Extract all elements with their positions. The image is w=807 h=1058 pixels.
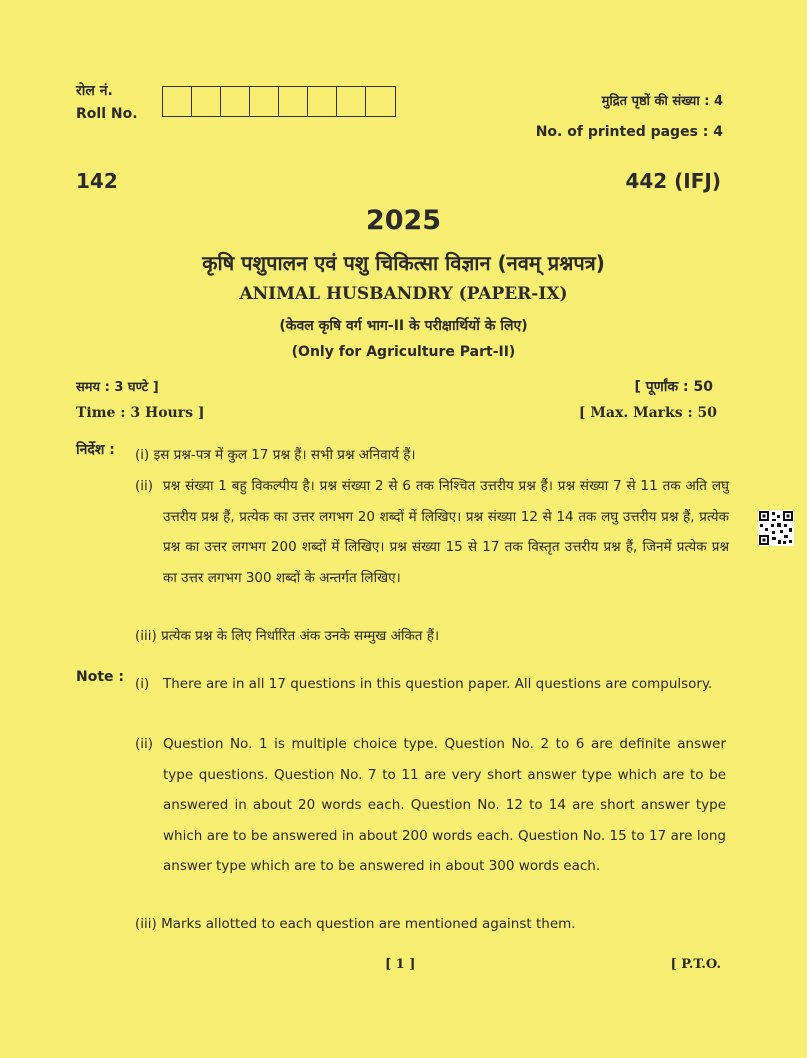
roll-digit-box[interactable] <box>163 87 192 116</box>
subject-title-hindi: कृषि पशुपालन एवं पशु चिकित्सा विज्ञान (नवम् प्रश्नपत्र) <box>202 251 605 275</box>
roll-number-label-hindi: रोल नं. <box>76 83 113 99</box>
instructions-label-hindi: निर्देश : <box>76 442 115 458</box>
roll-number-label: Roll No. <box>76 106 138 122</box>
max-marks: [ Max. Marks : 50 <box>578 405 717 421</box>
paper-code-right: 442 (IFJ) <box>625 169 721 193</box>
subtitle: (Only for Agriculture Part-II) <box>291 344 516 360</box>
subtitle-hindi: (केवल कृषि वर्ग भाग-II के परीक्षार्थियों के लिए) <box>279 318 528 334</box>
note-3: (iii) Marks allotted to each question are mentioned against them. <box>135 916 576 932</box>
time-hindi: समय : 3 घण्टे ] <box>76 380 159 395</box>
note-2-number: (ii) <box>135 736 154 752</box>
exam-year: 2025 <box>365 205 442 236</box>
roll-digit-box[interactable] <box>366 87 395 116</box>
instruction-hindi-2: प्रश्न संख्या 1 बहु विकल्पीय है। प्रश्न संख्या 2 से 6 तक निश्चित उत्तरीय प्रश्न हैं। प्रश्न संख्या 7 से 11 तक अति लघु उत्तरीय प्रश्न हैं, प्रत्येक का उत्तर लगभग 20 शब्दों में लिखिए। प्रश्न संख्या 12 से 14 तक लघु उत्तरीय प्रश्न हैं, प्रत्येक प्रश्न का उत्तर लगभग 200 शब्दों में लिखिए। प्रश्न संख्या 15 से 17 तक विस्तृत उत्तरीय प्रश्न हैं, जिनमें प्रत्येक प्रश्न का उत्तर लगभग 300 शब्दों के अन्तर्गत लिखिए। <box>163 478 729 586</box>
page-number: [ 1 ] <box>385 957 416 972</box>
printed-pages-hindi: मुद्रित पृष्ठों की संख्या : 4 <box>601 94 723 109</box>
roll-digit-box[interactable] <box>250 87 279 116</box>
printed-pages: No. of printed pages : 4 <box>535 124 723 140</box>
instruction-hindi-1: (i) इस प्रश्न-पत्र में कुल 17 प्रश्न हैं। सभी प्रश्न अनिवार्य हैं। <box>135 447 416 463</box>
note-1-number: (i) <box>135 676 150 692</box>
pto-label: [ P.T.O. <box>670 957 721 972</box>
roll-digit-box[interactable] <box>337 87 366 116</box>
note-2: Question No. 1 is multiple choice type. Question No. 2 to 6 are definite answer type questions. Question No. 7 to 11 are very short answer type which are to be answered in about 20 words each. Question No. 12 to 14 are short answer type which are to be answered in about 200 words each. Question No. 15 to 17 are long answer type which are to be answered in about 300 words each. <box>163 736 726 874</box>
instruction-hindi-3: (iii) प्रत्येक प्रश्न के लिए निर्धारित अंक उनके सम्मुख अंकित हैं। <box>135 628 440 644</box>
roll-digit-box[interactable] <box>221 87 250 116</box>
roll-digit-box[interactable] <box>308 87 337 116</box>
instruction-hindi-2-number: (ii) <box>135 478 154 494</box>
note-1: There are in all 17 questions in this question paper. All questions are compulsory. <box>163 676 713 692</box>
paper-code-left: 142 <box>76 169 118 193</box>
time: Time : 3 Hours ] <box>76 405 205 421</box>
qr-code-icon <box>758 510 794 546</box>
max-marks-hindi: [ पूर्णांक : 50 <box>634 379 713 395</box>
roll-digit-box[interactable] <box>279 87 308 116</box>
roll-number-boxes[interactable] <box>162 86 396 117</box>
subject-title: ANIMAL HUSBANDRY (PAPER-IX) <box>239 284 568 304</box>
roll-digit-box[interactable] <box>192 87 221 116</box>
note-label: Note : <box>76 669 124 685</box>
